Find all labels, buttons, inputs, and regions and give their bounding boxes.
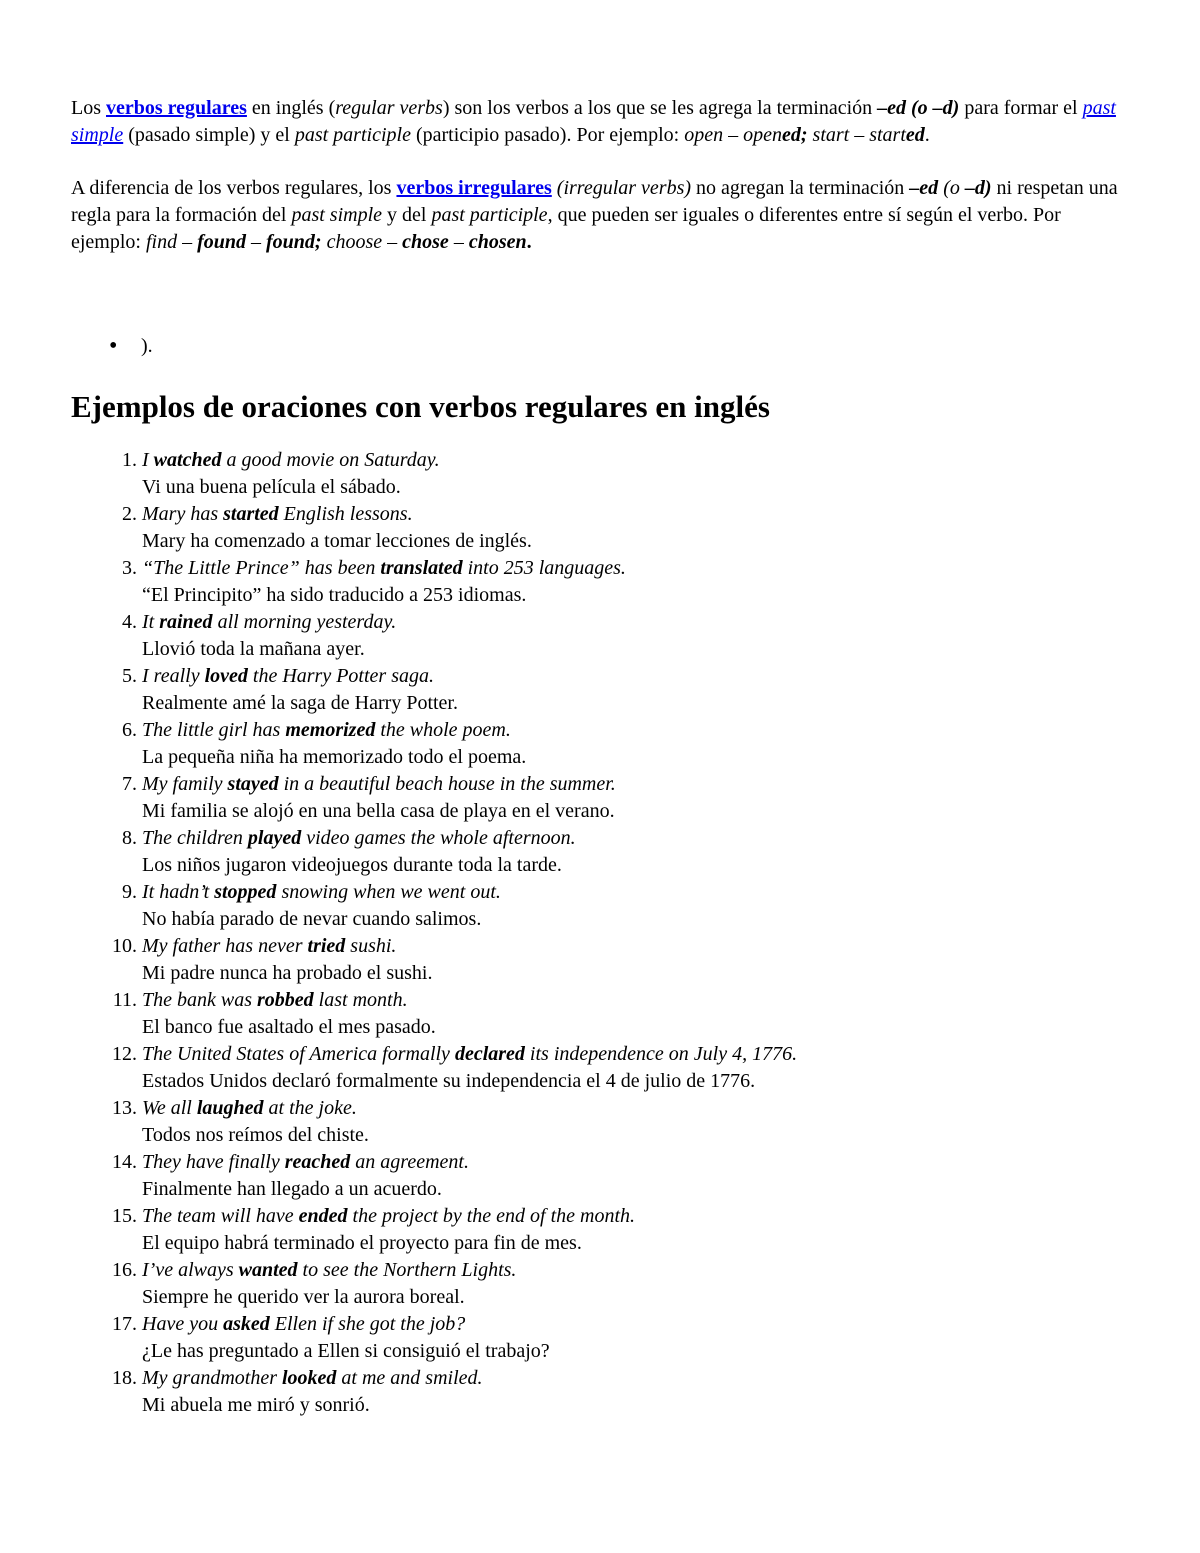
link-past-simple[interactable]: past simple [71, 97, 1116, 146]
example-item [122, 717, 1131, 771]
sentence-end: an agreement. [350, 1151, 469, 1173]
bullet-item: • ). [141, 333, 1131, 360]
regular-verb: played [247, 827, 302, 849]
example-item [122, 555, 1131, 609]
example-item [112, 1041, 1131, 1095]
english-sentence [142, 503, 413, 525]
text-run: (pasado simple) y el [123, 124, 295, 146]
regular-verb: ended [298, 1205, 348, 1227]
regular-verb: watched [153, 449, 222, 471]
text-run: found; [266, 231, 322, 253]
text-run: ed [905, 124, 925, 146]
sentence-start: My father has never [142, 935, 308, 957]
link-verbos-irregulares[interactable]: verbos irregulares [396, 177, 552, 199]
example-item [122, 879, 1131, 933]
spanish-translation: “El Principito” ha sido traducido a 253 idiomas. [142, 584, 527, 606]
sentence-end: in a beautiful beach house in the summer. [278, 773, 616, 795]
english-sentence [142, 665, 434, 687]
example-number: 9. [122, 881, 137, 903]
text-run: (o [938, 177, 965, 199]
english-sentence [142, 1043, 797, 1065]
example-number: 16. [112, 1259, 137, 1281]
english-sentence [142, 1367, 483, 1389]
text-run: find – [145, 231, 198, 253]
example-number: 1. [122, 449, 137, 471]
sentence-end: the whole poem. [375, 719, 511, 741]
example-number: 8. [122, 827, 137, 849]
sentence-end: into 253 languages. [462, 557, 626, 579]
example-item [112, 1311, 1131, 1365]
text-run: – [448, 231, 469, 253]
sentence-start: It hadn’t [142, 881, 215, 903]
sentence-start: It [142, 611, 160, 633]
example-item [112, 1095, 1131, 1149]
sentence-end: last month. [313, 989, 408, 1011]
example-item [122, 501, 1131, 555]
spanish-translation: Todos nos reímos del chiste. [142, 1124, 369, 1146]
text-run: past participle [431, 204, 548, 226]
example-number: 17. [112, 1313, 137, 1335]
spanish-translation: Mi familia se alojó en una bella casa de playa en el verano. [142, 800, 615, 822]
english-sentence [142, 989, 408, 1011]
spanish-translation: El banco fue asaltado el mes pasado. [142, 1016, 436, 1038]
sentence-start: I’ve always [142, 1259, 239, 1281]
example-number: 10. [112, 935, 137, 957]
spanish-translation: ¿Le has preguntado a Ellen si consiguió el trabajo? [142, 1340, 550, 1362]
blank-space [71, 282, 1131, 333]
sentence-start: My grandmother [142, 1367, 282, 1389]
text-run: , que pueden ser iguales o diferentes entre sí según el verbo. Por ejemplo: [71, 204, 1061, 253]
spanish-translation: Realmente amé la saga de Harry Potter. [142, 692, 458, 714]
text-run: –d) [964, 177, 992, 199]
spanish-translation: Siempre he querido ver la aurora boreal. [142, 1286, 465, 1308]
example-item [112, 987, 1131, 1041]
text-run: ) son los verbos a los que se les agrega la terminación [442, 97, 878, 119]
english-sentence [142, 935, 396, 957]
text-run: chose [402, 231, 449, 253]
spanish-translation: Mary ha comenzado a tomar lecciones de inglés. [142, 530, 532, 552]
text-run: past simple [291, 204, 383, 226]
english-sentence [142, 827, 576, 849]
bullet-list [71, 333, 1131, 360]
english-sentence [142, 449, 440, 471]
regular-verb: translated [380, 557, 463, 579]
regular-verb: started [223, 503, 279, 525]
example-item [112, 933, 1131, 987]
example-item [112, 1365, 1131, 1419]
spanish-translation: Los niños jugaron videojuegos durante toda la tarde. [142, 854, 562, 876]
text-run: chosen [468, 231, 527, 253]
example-number: 3. [122, 557, 137, 579]
spanish-translation: Finalmente han llegado a un acuerdo. [142, 1178, 442, 1200]
sentence-start: The children [142, 827, 248, 849]
sentence-start: The team will have [142, 1205, 299, 1227]
regular-verb: stayed [227, 773, 279, 795]
sentence-start: The United States of America formally [142, 1043, 455, 1065]
example-number: 4. [122, 611, 137, 633]
example-item [122, 825, 1131, 879]
text-run: Los [71, 97, 106, 119]
section-heading: Ejemplos de oraciones con verbos regulares en inglés [71, 389, 770, 424]
sentence-start: “The Little Prince” has been [142, 557, 381, 579]
regular-verb: reached [284, 1151, 351, 1173]
example-number: 6. [122, 719, 137, 741]
example-number: 2. [122, 503, 137, 525]
sentence-end: its independence on July 4, 1776. [524, 1043, 798, 1065]
spanish-translation: Mi abuela me miró y sonrió. [142, 1394, 370, 1416]
sentence-end: to see the Northern Lights. [297, 1259, 517, 1281]
english-sentence [142, 719, 511, 741]
spanish-translation: Llovió toda la mañana ayer. [142, 638, 365, 660]
text-run: no agregan la terminación [691, 177, 910, 199]
sentence-start: Have you [142, 1313, 224, 1335]
text-run: . [924, 124, 930, 146]
spanish-translation: El equipo habrá terminado el proyecto para fin de mes. [142, 1232, 582, 1254]
text-run: . [526, 231, 532, 253]
example-number: 7. [122, 773, 137, 795]
regular-verb: asked [223, 1313, 270, 1335]
regular-verb: tried [307, 935, 346, 957]
regular-verb: stopped [214, 881, 277, 903]
spanish-translation: La pequeña niña ha memorizado todo el poema. [142, 746, 527, 768]
spanish-translation: Estados Unidos declaró formalmente su independencia el 4 de julio de 1776. [142, 1070, 756, 1092]
sentence-end: Ellen if she got the job? [269, 1313, 466, 1335]
text-run: choose – [321, 231, 403, 253]
regular-verb: memorized [285, 719, 376, 741]
sentence-end: the project by the end of the month. [347, 1205, 636, 1227]
english-sentence [142, 1313, 465, 1335]
text-run: open – open [684, 124, 782, 146]
sentence-start: I really [142, 665, 205, 687]
text-run: past participle [294, 124, 411, 146]
text-run: y del [382, 204, 432, 226]
intro-paragraph-1 [71, 95, 1131, 149]
sentence-end: the Harry Potter saga. [247, 665, 434, 687]
text-run: ed; [781, 124, 808, 146]
example-item [122, 663, 1131, 717]
example-number: 15. [112, 1205, 137, 1227]
sentence-start: The bank was [142, 989, 257, 1011]
link-verbos-regulares[interactable]: verbos regulares [106, 97, 247, 119]
sentence-end: sushi. [345, 935, 397, 957]
english-sentence [142, 1097, 357, 1119]
sentence-end: English lessons. [278, 503, 413, 525]
english-sentence [142, 881, 501, 903]
spanish-translation: Mi padre nunca ha probado el sushi. [142, 962, 433, 984]
example-item [122, 771, 1131, 825]
example-item [122, 609, 1131, 663]
text-run: en inglés ( [246, 97, 336, 119]
example-number: 18. [112, 1367, 137, 1389]
sentence-end: a good movie on Saturday. [221, 449, 440, 471]
text-run: (participio pasado). Por ejemplo: [410, 124, 685, 146]
regular-verb: loved [204, 665, 248, 687]
example-item [122, 447, 1131, 501]
sentence-end: at the joke. [263, 1097, 357, 1119]
sentence-start: The little girl has [142, 719, 286, 741]
spanish-translation: Vi una buena película el sábado. [142, 476, 401, 498]
regular-verb: looked [281, 1367, 337, 1389]
example-item [112, 1149, 1131, 1203]
text-run: regular verbs [335, 97, 443, 119]
example-item [112, 1257, 1131, 1311]
spanish-translation: No había parado de nevar cuando salimos. [142, 908, 482, 930]
example-number: 11. [112, 989, 137, 1011]
intro-paragraph-2 [71, 175, 1131, 256]
english-sentence [142, 1151, 469, 1173]
sentence-end: video games the whole afternoon. [301, 827, 576, 849]
text-run: start – start [807, 124, 906, 146]
regular-verb: laughed [196, 1097, 264, 1119]
text-run: para formar el [959, 97, 1083, 119]
example-number: 13. [112, 1097, 137, 1119]
sentence-end: at me and smiled. [336, 1367, 483, 1389]
sentence-start: I [142, 449, 154, 471]
english-sentence [142, 1205, 635, 1227]
regular-verb: rained [159, 611, 213, 633]
text-run: A diferencia de los verbos regulares, los [71, 177, 397, 199]
sentence-start: We all [142, 1097, 197, 1119]
example-item [112, 1203, 1131, 1257]
examples-list [71, 447, 1131, 1419]
text-run: (irregular verbs) [556, 177, 692, 199]
sentence-start: My family [142, 773, 228, 795]
english-sentence [142, 611, 396, 633]
text-run: ni respetan una regla para la formación del [71, 177, 1118, 226]
example-number: 14. [112, 1151, 137, 1173]
text-run: –ed [909, 177, 939, 199]
sentence-start: Mary has [142, 503, 224, 525]
sentence-start: They have finally [142, 1151, 285, 1173]
sentence-end: snowing when we went out. [276, 881, 501, 903]
example-number: 5. [122, 665, 137, 687]
text-run: –ed (o –d) [877, 97, 960, 119]
example-number: 12. [112, 1043, 137, 1065]
document-page [71, 95, 1131, 1419]
regular-verb: declared [454, 1043, 525, 1065]
regular-verb: wanted [238, 1259, 298, 1281]
sentence-end: all morning yesterday. [212, 611, 397, 633]
english-sentence [142, 773, 616, 795]
regular-verb: robbed [257, 989, 314, 1011]
text-run: found [197, 231, 247, 253]
english-sentence [142, 1259, 516, 1281]
text-run: – [246, 231, 267, 253]
english-sentence [142, 557, 626, 579]
